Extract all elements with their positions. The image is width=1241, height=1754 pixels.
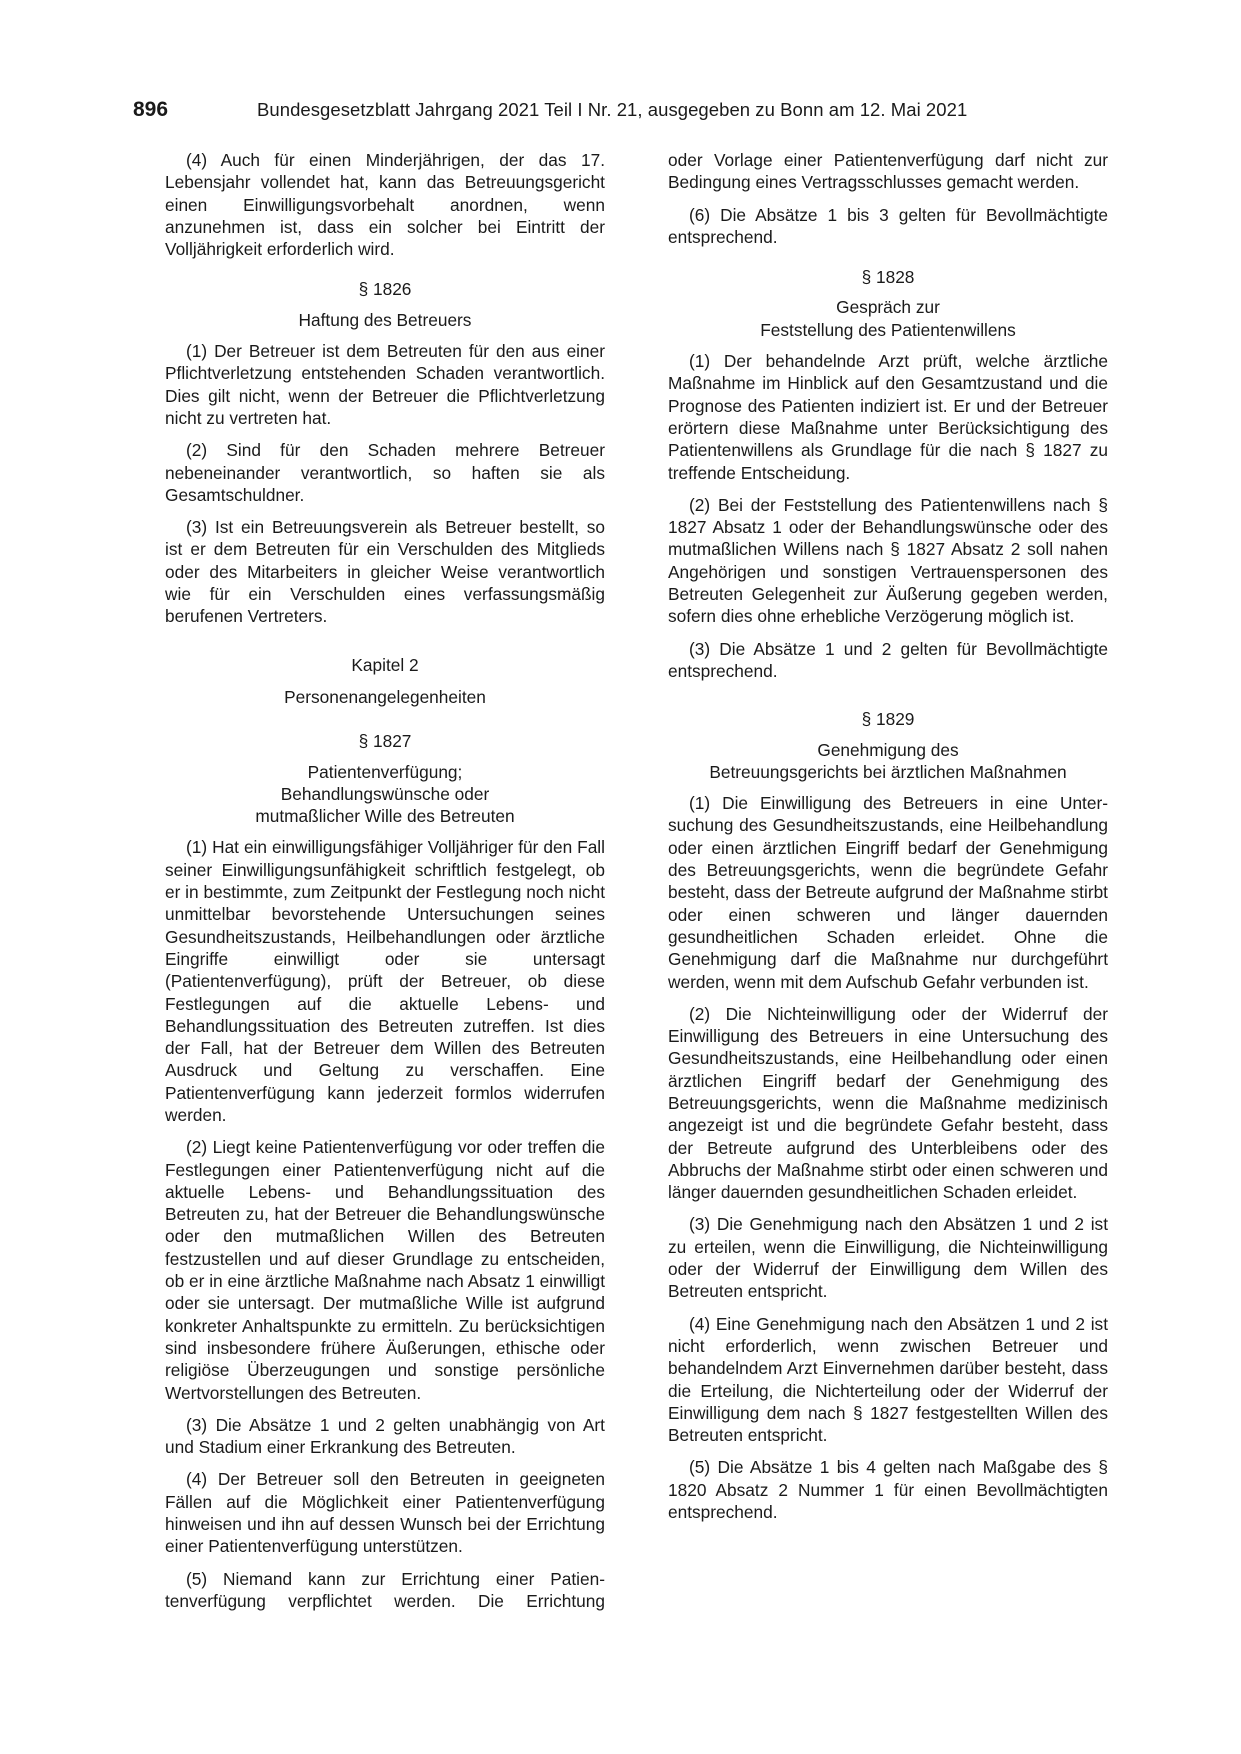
chapter-number: Kapitel 2 <box>351 654 419 675</box>
paragraph: (3) Die Absätze 1 und 2 gelten für Bevollmächtigte entsprechend. <box>668 638 1108 681</box>
paragraph: (2) Sind für den Schaden mehrere Betreuer nebeneinander verantwortlich, so haften sie als Gesamtschuldner. <box>165 440 605 505</box>
paragraph: (3) Ist ein Betreuungsverein als Betreuer bestellt, so ist er dem Betreuten für ein Verschulden des Mitglieds oder des Mitarbeiters in gleicher Weise verantwortlich wie für ein Verschulden eines verfassungsmäßig berufenen Vertreters. <box>165 517 605 627</box>
page-number: 896 <box>133 98 169 121</box>
section-title <box>668 296 1108 341</box>
right-column <box>668 149 1108 1523</box>
running-head: Bundesgesetzblatt Jahrgang 2021 Teil I Nr. 21, ausgegeben zu Bonn am 12. Mai 2021 <box>257 99 968 120</box>
section-title-line: mutmaßlicher Wille des Betreuten <box>255 806 515 827</box>
section-title-line: Patientenverfügung; <box>307 761 463 782</box>
section-title-line: Betreuungsgerichts bei ärztlichen Maßnahmen <box>709 761 1067 782</box>
paragraph: (1) Der behandelnde Arzt prüft, welche ärztliche Maßnahme im Hinblick auf den Gesamtzustand und die Prognose des Patienten indiziert ist. Er und der Betreuer erörtern diese Maßnahme unter Berücksichtigung des Patientenwillens als Grundlage für die nach § 1827 zu treffende Entscheidung. <box>668 351 1108 483</box>
paragraph: (5) Niemand kann zur Errichtung einer Patientenverfügung verpflichtet werden. Die Errichtung <box>165 1568 605 1611</box>
paragraph: oder Vorlage einer Patientenverfügung darf nicht zur Bedingung eines Vertragsschlusses gemacht werden. <box>668 150 1108 193</box>
section-title <box>668 739 1108 784</box>
paragraph: (6) Die Absätze 1 bis 3 gelten für Bevollmächtigte entsprechend. <box>668 204 1108 247</box>
paragraph: (1) Hat ein einwilligungsfähiger Volljähriger für den Fall seiner Einwilligungsunfähigkeit schriftlich festgelegt, ob er in bestimmte, zum Zeitpunkt der Festlegung noch nicht unmittelbar bevorstehende Untersuchungen seines Gesundheitszustands, Heilbehandlungen oder ärztliche Eingriffe einwilligt oder sie untersagt (Patientenverfügung), prüft der Betreuer, ob diese Festlegungen auf die aktuelle Lebens- und Behandlungssituation des Betreuten zutreffen. Ist dies der Fall, hat der Betreuer dem Willen des Betreuten Ausdruck und Geltung zu verschaffen. Eine Patientenverfügung kann jederzeit formlos widerrufen werden. <box>165 837 605 1125</box>
paragraph: (4) Eine Genehmigung nach den Absätzen 1 und 2 ist nicht erforderlich, wenn zwischen Betreuer und behandelndem Arzt Einvernehmen darüber besteht, dass die Erteilung, die Nichterteilung oder der Widerruf der Einwilligung dem nach § 1827 festgestellten Willen des Betreuten entspricht. <box>668 1313 1108 1446</box>
paragraph: (1) Der Betreuer ist dem Betreuten für den aus einer Pflichtverletzung entstehenden Schaden verantwortlich. Dies gilt nicht, wenn der Betreuer die Pflichtverletzung nicht zu vertreten hat. <box>165 341 605 428</box>
paragraph: (1) Die Einwilligung des Betreuers in eine Untersuchung des Gesundheitszustands, eine Heilbehandlung oder einen ärztlichen Eingriff bedarf der Genehmigung des Betreuungsgerichts, wenn die begründete Gefahr besteht, dass der Betreute aufgrund der Maßnahme stirbt oder einen schweren und länger dauernden gesundheitlichen Schaden erleidet. Ohne die Genehmigung darf die Maßnahme nur durchgeführt werden, wenn mit dem Aufschub Gefahr verbunden ist. <box>668 793 1108 992</box>
section-title-line: Genehmigung des <box>817 739 959 760</box>
section-number: § 1827 <box>358 731 412 752</box>
paragraph: (4) Auch für einen Minderjährigen, der das 17. Lebensjahr vollendet hat, kann das Betreuungsgericht einen Einwilligungsvorbehalt anordnen, wenn anzunehmen ist, dass ein solcher bei Eintritt der Volljährigkeit erforderlich wird. <box>165 150 605 260</box>
paragraph: (4) Der Betreuer soll den Betreuten in geeigneten Fällen auf die Möglichkeit einer Patientenverfügung hinweisen und ihn auf dessen Wunsch bei der Errichtung einer Patientenverfügung unterstützen. <box>165 1469 605 1557</box>
paragraph: (2) Bei der Feststellung des Patientenwillens nach § 1827 Absatz 1 oder der Behandlungswünsche oder des mutmaßlichen Willens nach § 1827 Absatz 2 soll nahen Angehörigen und sonstigen Vertrauenspersonen des Betreuten Gelegenheit zur Äußerung gegeben werden, sofern dies ohne erhebliche Verzögerung möglich ist. <box>668 494 1108 627</box>
paragraph: (2) Liegt keine Patientenverfügung vor oder treffen die Festlegungen einer Patientenverfügung nicht auf die aktuelle Lebens- und Behandlungssituation des Betreuten zu, hat der Betreuer die Behandlungswünsche oder den mutmaßlichen Willen des Betreuten festzustellen und auf dieser Grundlage zu entscheiden, ob er in eine ärztliche Maßnahme nach Absatz 1 einwilligt oder sie untersagt. Der mutmaßliche Wille ist aufgrund konkreter Anhaltspunkte zu ermitteln. Zu berücksichtigen sind insbesondere frühere Äußerungen, ethische oder religiöse Überzeugungen und sonstige persönliche Wertvorstellungen des Betreuten. <box>165 1137 605 1403</box>
page-header <box>133 98 1108 128</box>
left-column <box>165 149 605 1612</box>
section-title-line: Gespräch zur <box>836 297 940 318</box>
section-title-line: Feststellung des Patientenwillens <box>760 319 1016 340</box>
section-title: Haftung des Betreuers <box>298 309 472 330</box>
section-number: § 1828 <box>861 267 915 288</box>
section-title-line: Behandlungswünsche oder <box>280 783 490 804</box>
section-title <box>165 761 605 828</box>
paragraph: (3) Die Absätze 1 und 2 gelten unabhängig von Art und Stadium einer Erkrankung des Betreuten. <box>165 1414 605 1458</box>
paragraph: (3) Die Genehmigung nach den Absätzen 1 und 2 ist zu erteilen, wenn die Einwilligung, die Nichteinwilligung oder der Widerruf der Einwilligung dem Willen des Betreuten entspricht. <box>668 1214 1108 1302</box>
section-number: § 1826 <box>358 279 412 300</box>
section-number: § 1829 <box>861 709 915 730</box>
chapter-title: Personenangelegenheiten <box>284 686 486 707</box>
paragraph: (2) Die Nichteinwilligung oder der Widerruf der Einwilligung des Betreuers in eine Untersuchung des Gesundheitszustands, eine Heilbehandlung oder einen ärztlichen Eingriff bedarf der Genehmigung des Betreuungsgerichts, wenn die Maßnahme medizinisch angezeigt ist und die begründete Gefahr besteht, dass der Betreute aufgrund des Unterbleibens oder des Abbruchs der Maßnahme stirbt oder einen schweren und länger dauernden gesundheitlichen Schaden erleidet. <box>668 1003 1108 1203</box>
paragraph: (5) Die Absätze 1 bis 4 gelten nach Maßgabe des § 1820 Absatz 2 Nummer 1 für einen Bevollmächtigten entsprechend. <box>668 1457 1108 1523</box>
